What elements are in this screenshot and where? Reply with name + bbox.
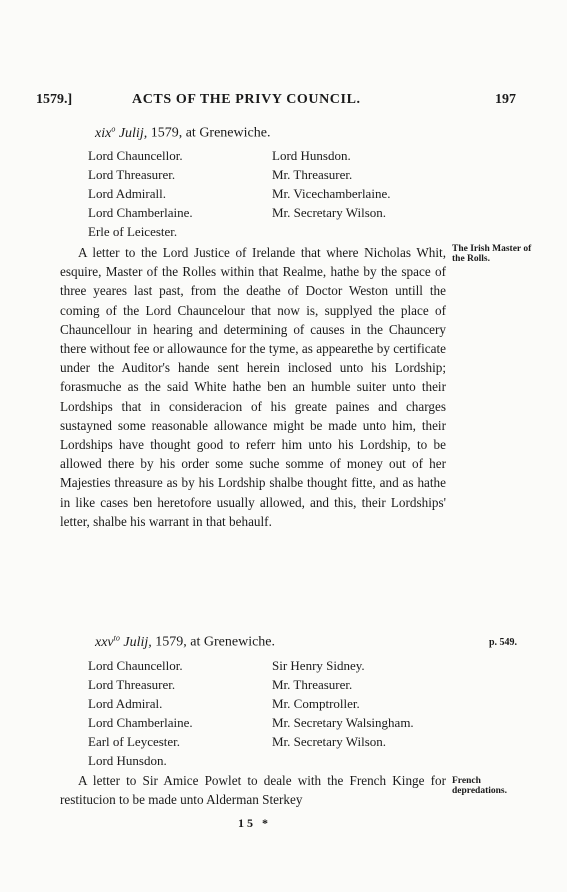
member: Erle of Leicester. xyxy=(88,224,178,239)
meeting1-paragraph: A letter to the Lord Justice of Irelande that where Nicholas Whit, esquire, Master of the Rolles within that Realme, hathe by the space of three yeares last past, from the deathe of Doctor Weston untill the coming of the Lord Chauncelour that now is, supplyed the place of Chauncellour in hearing and determining of causes in the Chauncery there without fee or allowaunce for the tyme, as appearethe by certificate under the Auditor's hande sent herein inclosed unto his Lordship; forasmuche as the said White hathe ben an humble suiter unto their Lordships that in consideracion of his greate paines and charges sustayned some reasonable allowance might be made unto him, their Lordships have thought good to referr him unto his Lordship, to be allowed there by his order some suche somme of money out of her Majesties threasure as by his Lordship shalbe thought fitte, and as hathe in like cases ben heretofore usually allowed, and this, their Lordships' letter, shalbe his warrant in that behaulf. xyxy=(60,245,446,529)
member: Lord Chauncellor. xyxy=(88,148,183,163)
meeting2-page-ref: p. 549. xyxy=(488,637,517,648)
header-page-number: 197 xyxy=(495,92,516,107)
header-year: 1579.] xyxy=(36,92,73,107)
meeting1-margin-note: The Irish Master of the Rolls. xyxy=(452,244,532,264)
member: Lord Threasurer. xyxy=(88,677,176,692)
member: Sir Henry Sidney. xyxy=(272,658,365,673)
meeting2-entry xyxy=(60,771,446,809)
meeting1-date-prefix: xix xyxy=(95,125,112,141)
member: Lord Threasurer. xyxy=(88,167,176,182)
meeting2-date xyxy=(95,633,275,651)
running-header xyxy=(36,92,516,112)
member: Mr. Threasurer. xyxy=(272,677,353,692)
member: Lord Admirall. xyxy=(88,186,166,201)
meeting2-date-rest: 1579, at Grenewiche. xyxy=(155,634,276,650)
member: Mr. Comptroller. xyxy=(272,696,360,711)
member: Lord Chamberlaine. xyxy=(88,715,193,730)
meeting1-members-left xyxy=(88,146,193,241)
member: Mr. Secretary Walsingham. xyxy=(272,715,414,730)
member: Lord Hunsdon. xyxy=(272,148,351,163)
member: Earl of Leycester. xyxy=(88,734,181,749)
member: Lord Chauncellor. xyxy=(88,658,183,673)
meeting1-entry xyxy=(60,243,446,531)
member: Mr. Secretary Wilson. xyxy=(272,205,387,220)
member: Lord Chamberlaine. xyxy=(88,205,193,220)
meeting2-members-left xyxy=(88,656,193,770)
meeting1-date-rest: 1579, at Grenewiche. xyxy=(150,125,271,141)
member: Mr. Vicechamberlaine. xyxy=(272,186,391,201)
meeting2-margin-note: French depredations. xyxy=(452,776,507,796)
signature-mark: 15 * xyxy=(238,816,271,830)
meeting2-date-month: Julij, xyxy=(123,634,152,650)
member: Mr. Secretary Wilson. xyxy=(272,734,387,749)
meeting1-date-sup: o xyxy=(111,124,116,133)
meeting2-date-sup: to xyxy=(113,633,120,642)
header-title: ACTS OF THE PRIVY COUNCIL. xyxy=(132,92,361,107)
meeting2-paragraph: A letter to Sir Amice Powlet to deale with the French Kinge for restitucion to be made unto Alderman Sterkey xyxy=(60,773,446,808)
member: Lord Admiral. xyxy=(88,696,163,711)
meeting2-members-right xyxy=(272,656,414,751)
meeting1-date-month: Julij, xyxy=(118,125,148,141)
meeting1-date xyxy=(95,124,270,142)
meeting1-members-right xyxy=(272,146,390,222)
member: Mr. Threasurer. xyxy=(272,167,353,182)
meeting2-date-prefix: xxv xyxy=(95,634,114,650)
member: Lord Hunsdon. xyxy=(88,753,167,768)
